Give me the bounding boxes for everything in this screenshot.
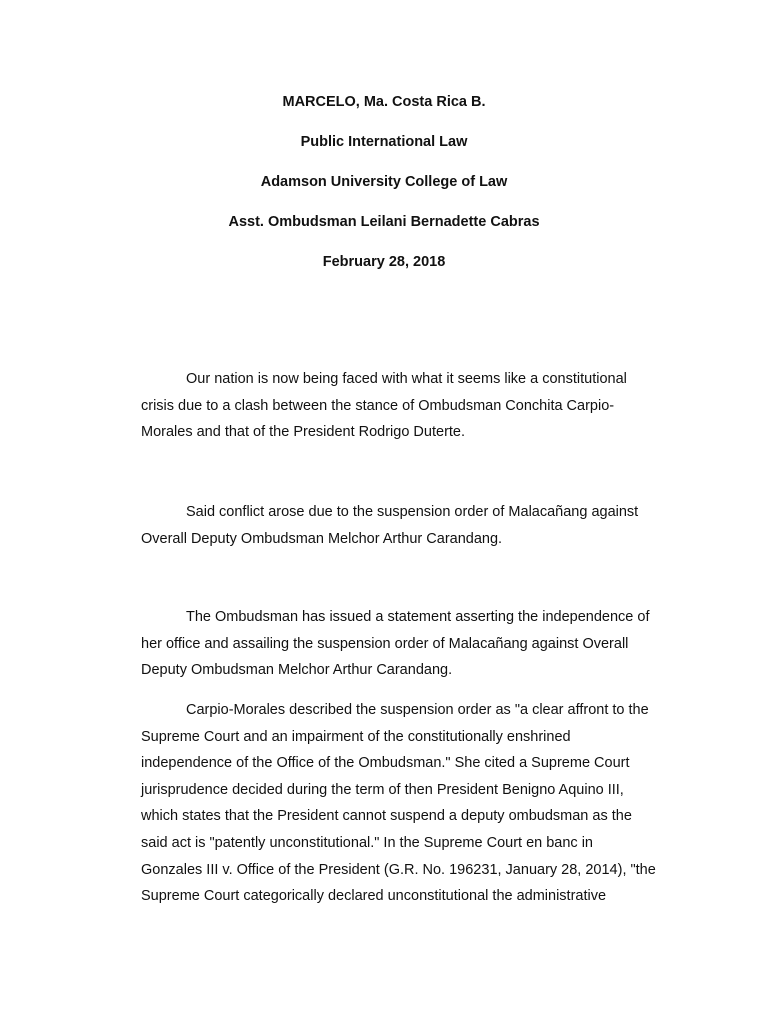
course-title: Public International Law (300, 134, 468, 150)
paragraph-line: Our nation is now being faced with what it seems like a constitutional (186, 371, 627, 387)
author-name: MARCELO, Ma. Costa Rica B. (282, 94, 486, 110)
paragraph-line: Morales and that of the President Rodrigo Duterte. (141, 424, 466, 441)
paragraph-line: Gonzales III v. Office of the President (G.R. No. 196231, January 28, 2014), "the (141, 861, 656, 878)
document-date: February 28, 2018 (322, 254, 446, 270)
paragraph-line: Deputy Ombudsman Melchor Arthur Carandang. (141, 662, 453, 679)
professor-name: Asst. Ombudsman Leilani Bernadette Cabras (228, 214, 540, 230)
paragraph-line: Overall Deputy Ombudsman Melchor Arthur Carandang. (141, 530, 503, 547)
paragraph-1 (141, 366, 701, 446)
paragraph-line: crisis due to a clash between the stance of Ombudsman Conchita Carpio- (141, 397, 615, 414)
paragraph-3 (141, 604, 701, 684)
paragraph-line: which states that the President cannot suspend a deputy ombudsman as the (141, 808, 632, 825)
paragraph-line: said act is "patently unconstitutional." In the Supreme Court en banc in (141, 834, 593, 851)
paragraph-line: Supreme Court and an impairment of the constitutionally enshrined (141, 728, 571, 745)
paragraph-line: The Ombudsman has issued a statement asserting the independence of (186, 609, 650, 625)
paragraph-line: Carpio-Morales described the suspension order as "a clear affront to the (186, 702, 649, 718)
paragraph-line: jurisprudence decided during the term of then President Benigno Aquino III, (141, 781, 624, 798)
paragraph-line: her office and assailing the suspension order of Malacañang against Overall (141, 635, 629, 652)
paragraph-4 (141, 697, 701, 910)
paragraph-line: independence of the Office of the Ombudsman." She cited a Supreme Court (141, 755, 630, 772)
paragraph-line: Supreme Court categorically declared unconstitutional the administrative (141, 888, 607, 905)
paragraph-line: Said conflict arose due to the suspension order of Malacañang against (186, 504, 639, 520)
paragraph-2 (141, 499, 701, 552)
school-name: Adamson University College of Law (260, 174, 508, 190)
